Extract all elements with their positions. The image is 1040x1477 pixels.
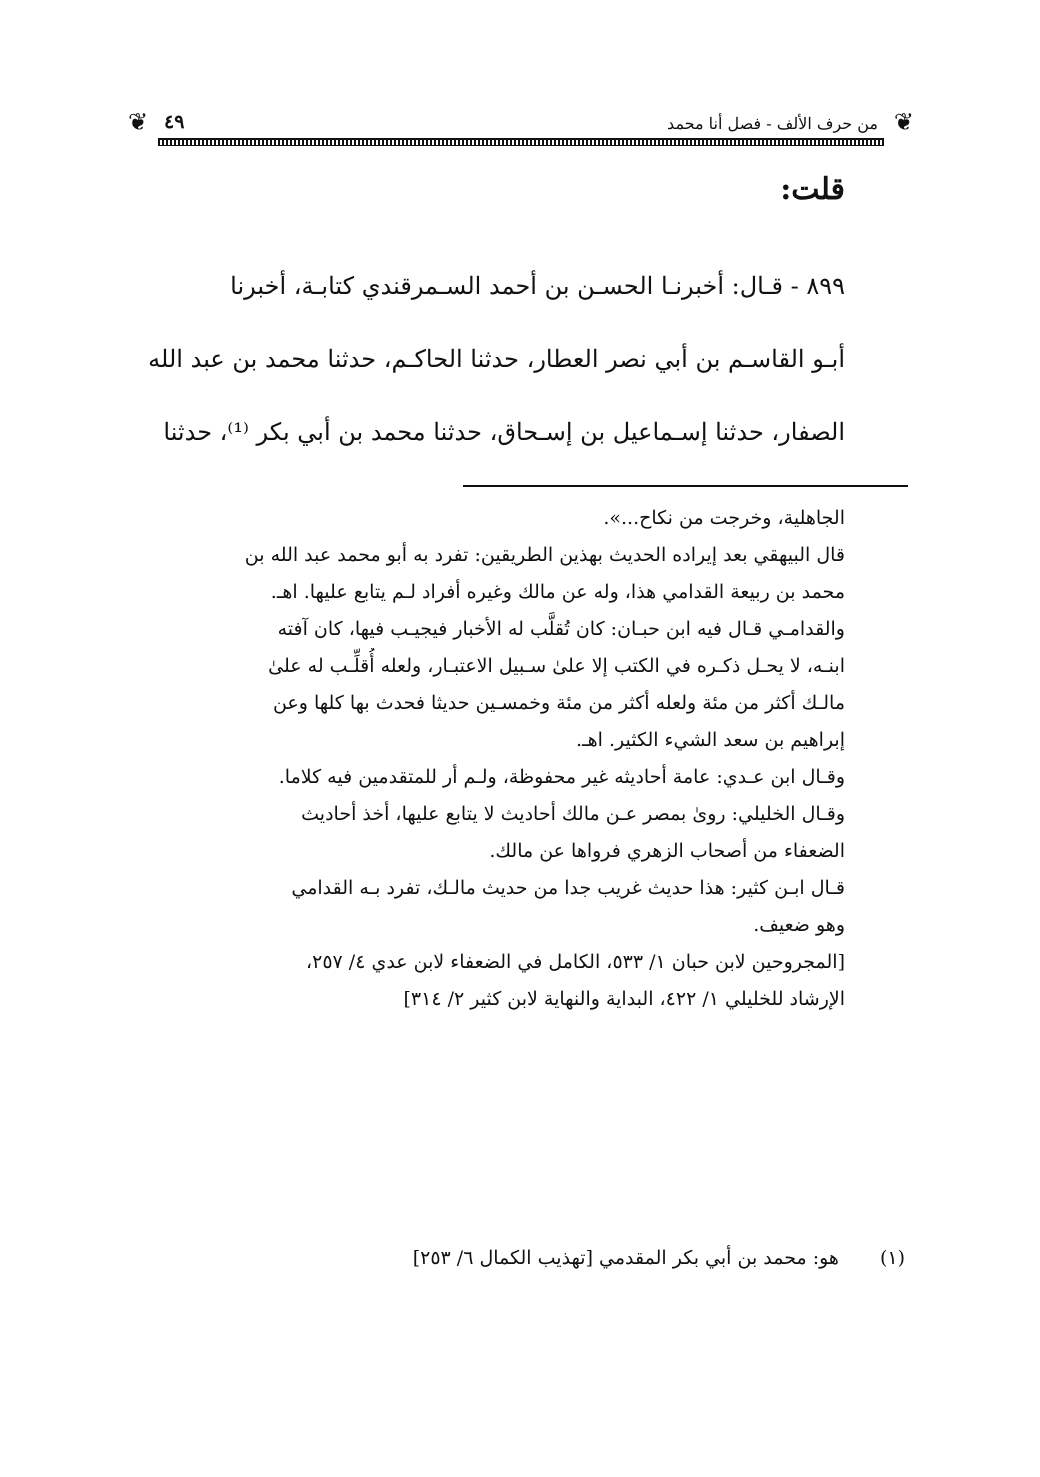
page-number: ٤٩ (164, 111, 185, 133)
footnote-separator (463, 485, 908, 487)
note-line: والقدامـي قـال فيه ابن حبـان: كان تُقلَّب له الأخبار فيجيـب فيها، كان آفته (277, 618, 845, 640)
header-ornament-right-icon: ❦ (893, 108, 914, 136)
footnote-marker: (١) (879, 1247, 905, 1269)
note-line: وهو ضعيف. (753, 914, 845, 936)
note-line: مالـك أكثر من مئة ولعله أكثر من مئة وخمسـين حديثا فحدث بها كلها وعن (272, 692, 845, 714)
notes-block (128, 500, 845, 1018)
footnote (128, 1240, 905, 1277)
note-line: وقـال الخليلي: روىٰ بمصر عـن مالك أحاديث لا يتابع عليها، أخذ أحاديث (301, 803, 845, 825)
main-text (128, 250, 845, 469)
note-line: قـال ابـن كثير: هذا حديث غريب جدا من حديث مالـك، تفرد بـه القدامي (291, 877, 845, 899)
note-line: قال البيهقي بعد إيراده الحديث بهذين الطريقين: تفرد به أبو محمد عبد الله بن (244, 544, 845, 566)
note-line: إبراهيم بن سعد الشيء الكثير. اهـ. (576, 729, 845, 751)
main-text-line: ٨٩٩ - قـال: أخبرنـا الحسـن بن أحمد السـمرقندي كتابـة، أخبرنا (230, 272, 845, 300)
note-line: الإرشاد للخليلي ١/ ٤٢٢، البداية والنهاية لابن كثير ٢/ ٣١٤] (403, 988, 845, 1010)
note-line: [المجروحين لابن حبان ١/ ٥٣٣، الكامل في الضعفاء لابن عدي ٤/ ٢٥٧، (305, 951, 845, 973)
note-line: الضعفاء من أصحاب الزهري فرواها عن مالك. (489, 840, 845, 862)
note-line: الجاهلية، وخرجت من نكاح...». (603, 507, 845, 529)
note-line: محمد بن ربيعة القدامي هذا، وله عن مالك وغيره أفراد لـم يتابع عليها. اهـ. (270, 581, 845, 603)
note-line: وقـال ابن عـدي: عامة أحاديثه غير محفوظة، ولـم أر للمتقدمين فيه كلاما. (278, 766, 845, 788)
page-header (128, 104, 914, 152)
footnote-text: هو: محمد بن أبي بكر المقدمي [تهذيب الكمال ٦/ ٢٥٣] (412, 1247, 839, 1269)
header-ornament-left-icon: ❦ (128, 108, 149, 136)
running-head: من حرف الألف - فصل أنا محمد (667, 114, 878, 133)
header-rule (158, 138, 884, 146)
section-heading: قلت: (780, 172, 845, 207)
note-line: ابنـه، لا يحـل ذكـره في الكتب إلا علىٰ سـبيل الاعتبـار، ولعله أُقلِّـب له علىٰ (268, 655, 845, 677)
main-text-line: أبـو القاسـم بن أبي نصر العطار، حدثنا الحاكـم، حدثنا محمد بن عبد الله (148, 345, 845, 373)
main-text-line: الصفار، حدثنا إسـماعيل بن إسـحاق، حدثنا محمد بن أبي بكر ⁽¹⁾، حدثنا (163, 418, 845, 446)
